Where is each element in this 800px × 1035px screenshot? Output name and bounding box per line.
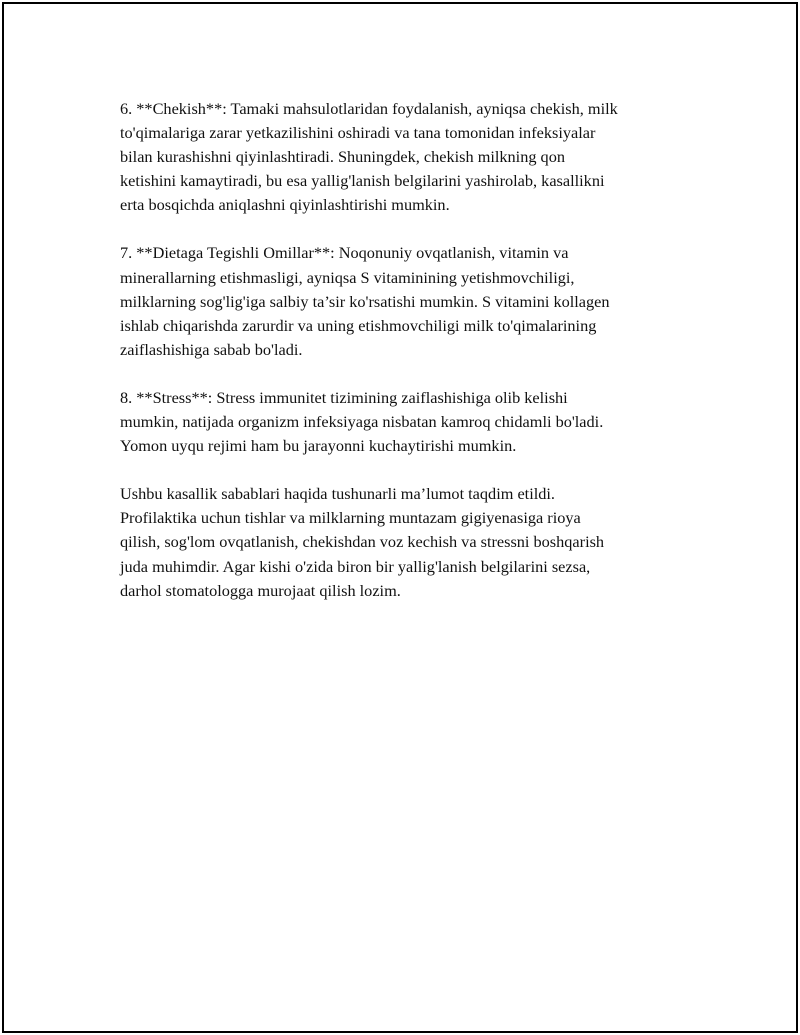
document-page [2,2,798,1033]
paragraph-stress: 8. **Stress**: Stress immunitet tizimining zaiflashishiga olib kelishi mumkin, natijada organizm infeksiyaga nisbatan kamroq chidamli bo'ladi. Yomon uyqu rejimi ham bu jarayonni kuchaytirishi mumkin. [120,387,604,456]
paragraph-conclusion: Ushbu kasallik sabablari haqida tushunarli ma’lumot taqdim etildi. Profilaktika uchun tishlar va milklarning muntazam gigiyenasiga rioya qilish, sog'lom ovqatlanish, chekishdan voz kechish va stressni boshqarish juda muhimdir. Agar kishi o'zida biron bir yallig'lanish belgilarini sezsa, darhol stomatologga murojaat qilish lozim. [120,484,605,600]
document-body [120,97,700,627]
paragraph-diet-factors: 7. **Dietaga Tegishli Omillar**: Noqonuniy ovqatlanish, vitamin va minerallarning etishmasligi, ayniqsa S vitaminining yetishmovchiligi, milklarning sog'lig'iga salbiy ta’sir ko'rsatishi mumkin. S vitamini kollagen ishlab chiqarishda zarurdir va uning etishmovchiligi milk to'qimalarining zaiflashishiga sabab bo'ladi. [120,243,610,359]
paragraph-smoking: 6. **Chekish**: Tamaki mahsulotlaridan foydalanish, ayniqsa chekish, milk to'qimalariga zarar yetkazilishini oshiradi va tana tomonidan infeksiyalar bilan kurashishni qiyinlashtiradi. Shuningdek, chekish milkning qon ketishini kamaytiradi, bu esa yallig'lanish belgilarini yashirolab, kasallikni erta bosqichda aniqlashni qiyinlashtirishi mumkin. [120,99,618,215]
